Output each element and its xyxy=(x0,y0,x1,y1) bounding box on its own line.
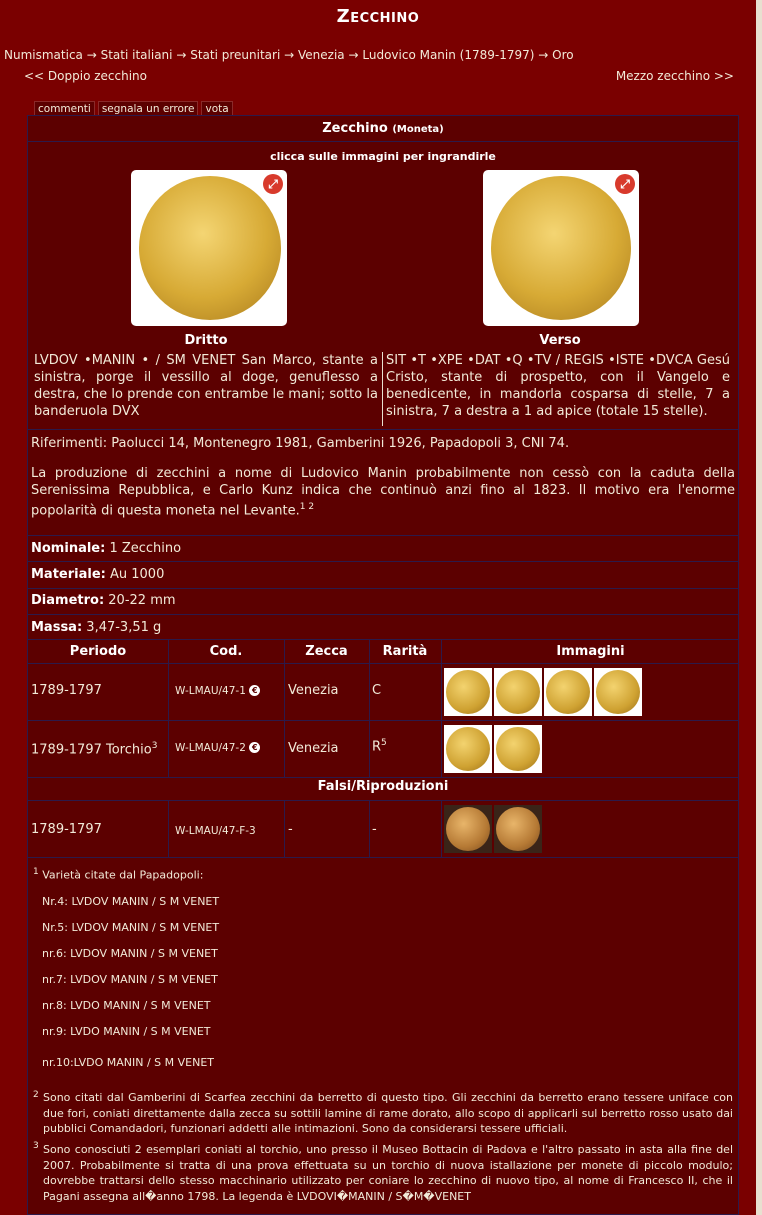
reverse-description: SIT •T •XPE •DAT •Q •TV / REGIS •ISTE •DVCA Gesú Cristo, stante di prospetto, con il Vangelo e benedicente, in mandorla cosparsa di stelle, 7 a sinistra, 7 a destra a 1 ad apice (totale 15 stelle). xyxy=(386,353,730,419)
note-1-item: nr.8: LVDO MANIN / S M VENET xyxy=(42,999,211,1012)
breadcrumb xyxy=(4,48,574,62)
row1-thumb-2[interactable] xyxy=(494,668,542,716)
header-rarita: Rarità xyxy=(382,644,428,659)
row1-periodo: 1789-1797 xyxy=(31,683,102,698)
reverse-image[interactable] xyxy=(483,170,639,326)
column-divider xyxy=(168,801,169,857)
coin-kind: (Moneta) xyxy=(392,124,444,135)
breadcrumb-separator: → xyxy=(86,48,97,62)
row1-thumb-3[interactable] xyxy=(544,668,592,716)
obverse-image[interactable] xyxy=(131,170,287,326)
divider xyxy=(28,857,738,858)
header-cod: Cod. xyxy=(209,644,243,659)
column-divider xyxy=(441,801,442,857)
obverse-label: Dritto xyxy=(184,333,228,348)
falsi-cod[interactable]: W-LMAU/47-F-3 xyxy=(175,825,256,837)
action-tabs xyxy=(34,101,233,116)
header-zecca: Zecca xyxy=(305,644,348,659)
reverse-label: Verso xyxy=(539,333,581,348)
euro-icon[interactable]: € xyxy=(249,742,260,753)
divider xyxy=(28,614,738,615)
note-3-mark: 3 xyxy=(33,1141,39,1151)
column-divider xyxy=(369,801,370,857)
row1-thumb-1[interactable] xyxy=(444,668,492,716)
column-divider xyxy=(168,640,169,777)
note-1-item: Nr.4: LVDOV MANIN / S M VENET xyxy=(42,895,220,908)
divider xyxy=(28,720,738,721)
breadcrumb-separator: → xyxy=(348,48,359,62)
falsi-thumb-2[interactable] xyxy=(494,805,542,853)
breadcrumb-ludovico-manin[interactable]: Ludovico Manin (1789-1797) xyxy=(362,48,535,62)
tab-vota[interactable]: vota xyxy=(201,101,232,116)
tab-commenti[interactable]: commenti xyxy=(34,101,95,116)
row1-thumb-4[interactable] xyxy=(594,668,642,716)
note-1-item: nr.7: LVDOV MANIN / S M VENET xyxy=(42,973,218,986)
footnote-refs[interactable]: 1 2 xyxy=(299,502,315,512)
divider xyxy=(28,588,738,589)
row2-periodo: 1789-1797 Torchio$^3$ xyxy=(31,741,158,758)
row2-thumb-1[interactable] xyxy=(444,725,492,773)
row1-zecca: Venezia xyxy=(288,683,339,698)
spec-diametro: Diametro: 20-22 mm xyxy=(31,593,176,608)
spec-massa: Massa: 3,47-3,51 g xyxy=(31,620,162,635)
zoom-icon[interactable]: ⤢ xyxy=(615,174,635,194)
breadcrumb-separator: → xyxy=(538,48,549,62)
falsi-zecca: - xyxy=(288,822,293,837)
references: Riferimenti: Paolucci 14, Montenegro 1981, Gamberini 1926, Papadopoli 3, CNI 74. xyxy=(31,436,570,451)
obverse-coin xyxy=(139,176,281,320)
page-title: Zecchino xyxy=(336,6,420,27)
zoom-icon[interactable]: ⤢ xyxy=(263,174,283,194)
row1-rarita: C xyxy=(372,683,382,698)
breadcrumb-venezia[interactable]: Venezia xyxy=(298,48,345,62)
note-3-text: Sono conosciuti 2 esemplari coniati al torchio, uno presso il Museo Bottacin di Padova e l'altro passato in asta alla fine del 2007. Probabilmente si tratta di una prova effettuata su un torchio di nuova istallazione per monete di piccolo modulo; dovrebbe trattarsi dello stesso macchinario utilizzato per coniare lo zecchino di nuovo tipo, al nome di Francesco II, che il Pagani assegna all�anno 1798. La legenda è LVDOVI�MANIN / S�M�VENET xyxy=(43,1143,733,1203)
falsi-rarita: - xyxy=(372,822,377,837)
row2-rarita: $R^5$ xyxy=(372,738,387,755)
breadcrumb-numismatica[interactable]: Numismatica xyxy=(4,48,83,62)
divider xyxy=(28,561,738,562)
column-divider xyxy=(284,801,285,857)
note-1-item: Nr.5: LVDOV MANIN / S M VENET xyxy=(42,921,220,934)
paragraph-text: La produzione di zecchini a nome di Ludovico Manin probabilmente non cessò con la caduta della Serenissima Repubblica, e Carlo Kunz indica che continuò anzi fino al 1823. Il motivo era l'enorme popolarità di questa moneta nel Levante. xyxy=(31,466,735,519)
description-paragraph xyxy=(31,465,735,519)
prev-coin-link[interactable]: << Doppio zecchino xyxy=(24,69,147,83)
note-2-text: Sono citati dal Gamberini di Scarfea zecchini da berretto di questo tipo. Gli zecchini da berretto erano tessere uniface con due fori, coniati direttamente dalla zecca su sottili lamine di rame dorato, allo scopo di applicarli sul berretto rosso usato dai pubblici Comandadori, funzionari addetti alle intimazioni. Sono da considerarsi tessere ufficiali. xyxy=(43,1091,733,1135)
table-header xyxy=(28,640,740,663)
breadcrumb-stati-preunitari[interactable]: Stati preunitari xyxy=(190,48,281,62)
divider xyxy=(28,663,738,664)
divider xyxy=(28,535,738,536)
note-1-title: $^1$ Varietà citate dal Papadopoli: xyxy=(33,867,204,882)
row2-thumb-2[interactable] xyxy=(494,725,542,773)
window-edge xyxy=(756,0,762,1215)
note-1-item: nr.10:LVDO MANIN / S M VENET xyxy=(42,1056,215,1069)
tab-segnala-errore[interactable]: segnala un errore xyxy=(98,101,199,116)
breadcrumb-separator: → xyxy=(176,48,187,62)
coin-card xyxy=(27,115,739,1215)
row2-cod[interactable]: W-LMAU/47-2 € xyxy=(175,742,260,754)
note-2-mark: 2 xyxy=(33,1090,39,1100)
breadcrumb-stati-italiani[interactable]: Stati italiani xyxy=(100,48,173,62)
euro-icon[interactable]: € xyxy=(249,685,260,696)
falsi-thumb-1[interactable] xyxy=(444,805,492,853)
note-1-item: nr.9: LVDO MANIN / S M VENET xyxy=(42,1025,211,1038)
image-hint: clicca sulle immagini per ingrandirle xyxy=(270,150,496,163)
obverse-description: LVDOV •MANIN • / SM VENET San Marco, stante a sinistra, porge il vessillo al doge, genuflesso a destra, che lo prende con entrambe le mani; sotto la banderuola DVX xyxy=(34,353,378,419)
row2-zecca: Venezia xyxy=(288,741,339,756)
spec-materiale: Materiale: Au 1000 xyxy=(31,567,165,582)
next-coin-link[interactable]: Mezzo zecchino >> xyxy=(615,69,734,83)
header-periodo: Periodo xyxy=(69,644,127,659)
coin-name: Zecchino xyxy=(322,121,388,136)
note-1-item: nr.6: LVDOV MANIN / S M VENET xyxy=(42,947,218,960)
falsi-periodo: 1789-1797 xyxy=(31,822,102,837)
coin-header xyxy=(28,116,738,142)
breadcrumb-oro[interactable]: Oro xyxy=(552,48,574,62)
row1-cod[interactable]: W-LMAU/47-1 € xyxy=(175,685,260,697)
column-divider xyxy=(284,640,285,777)
column-divider xyxy=(441,640,442,777)
divider xyxy=(28,777,738,778)
header-immagini: Immagini xyxy=(556,644,625,659)
falsi-title: Falsi/Riproduzioni xyxy=(317,779,449,794)
column-divider xyxy=(369,640,370,777)
spec-nominale: Nominale: 1 Zecchino xyxy=(31,541,182,556)
description-divider xyxy=(382,352,383,426)
divider xyxy=(28,429,738,430)
breadcrumb-separator: → xyxy=(284,48,295,62)
divider xyxy=(28,800,738,801)
reverse-coin xyxy=(491,176,631,320)
